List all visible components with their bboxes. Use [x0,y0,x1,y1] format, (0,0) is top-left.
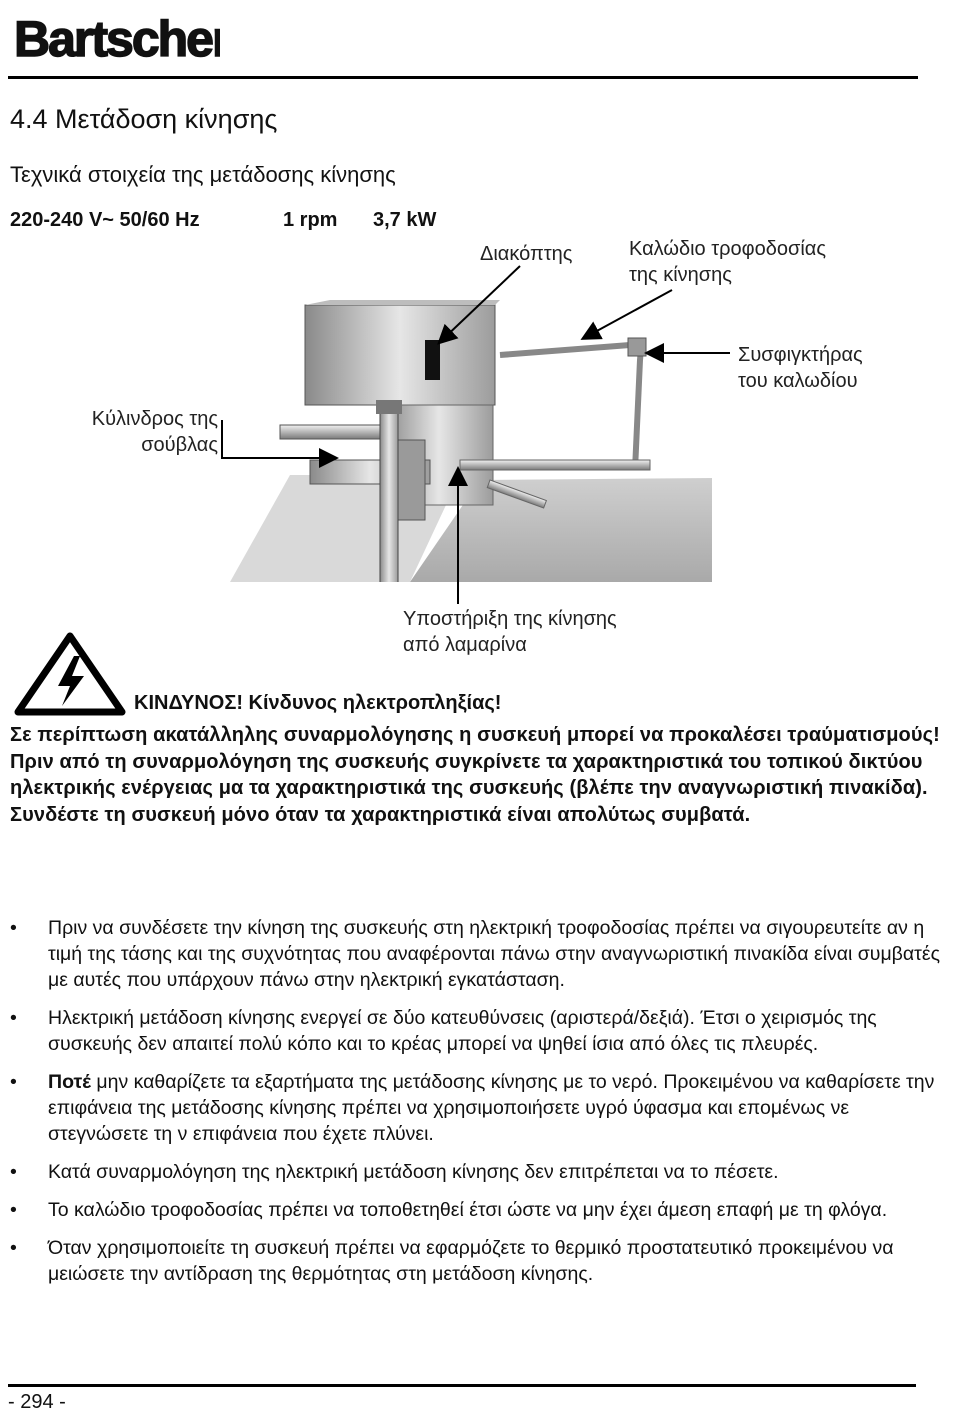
subtitle: Τεχνικά στοιχεία της μετάδοσης κίνησης [10,162,396,187]
page-number: - 294 - [8,1391,66,1413]
list-item-text: Όταν χρησιμοποιείτε τη συσκευή πρέπει να εφαρμόζετε το θερμικό προστατευτικό προκειμένου να μειώσετε την αντίδραση της θερμότητας στη μετάδοση κίνησης. [48,1237,894,1285]
warning-heading: ΚΙΝΔΥΝΟΣ! Κίνδυνος ηλεκτροπληξίας! [134,692,502,714]
brand-logo-text: Bartscher [14,11,220,66]
label-support-line2: από λαμαρίνα [403,634,527,656]
bullet-icon: • [10,1161,17,1183]
label-support-line1: Υποστήριξη της κίνησης [403,608,617,630]
label-cylinder [40,406,218,458]
electric-hazard-icon [14,632,126,716]
label-clamp-line1: Συσφιγκτήρας [738,344,863,366]
list-item-text: Κατά συναρμολόγηση της ηλεκτρική μετάδοση κίνησης δεν επιτρέπεται να το πέσετε. [48,1161,779,1183]
spec-power: 3,7 kW [373,209,437,231]
label-cable-line2: της κίνησης [629,264,732,286]
label-switch: Διακόπτης [480,243,573,265]
bullet-icon: • [10,917,17,939]
arrow-cable [584,290,672,338]
list-item-lead: Ποτέ [48,1071,91,1093]
list-item [10,1005,940,1057]
list-item-text: Πριν να συνδέσετε την κίνηση της συσκευής στη ηλεκτρική τροφοδοσίας πρέπει να σιγουρευτείτε αν η τιμή της τάσης και της συχνότητας που αναφέρονται πάνω στην αναγνωριστική πινακίδα είναι συμβατές με αυτές που υπάρχουν πάνω στην ηλεκτρική εγκατάσταση. [48,917,940,991]
bullet-icon: • [10,1071,17,1093]
bullet-icon: • [10,1199,17,1221]
section-title: 4.4 Μετάδοση κίνησης [10,104,278,134]
arrow-cylinder [222,420,335,458]
list-item [10,915,940,993]
label-clamp [738,342,863,394]
warning-body: Σε περίπτωση ακατάλληλης συναρμολόγησης η συσκευή μπορεί να προκαλέσει τραύματισμούς! Πριν από τη συναρμολόγηση της συσκευής συγκρίνετε τα χαρακτηριστικά του τοπικού δικτύου ηλεκτρικής ενέργειας μα τα χαρακτηριστικά της συσκευής (βλέπε την αναγνωριστική πινακίδα). Συνδέστε τη συσκευή μόνο όταν τα χαρακτηριστικά είναι απολύτως συμβατά. [10,724,940,826]
list-item [10,1197,940,1223]
label-cable-line1: Καλώδιο τροφοδοσίας [629,238,826,260]
label-clamp-line2: του καλωδίου [738,370,858,392]
label-cylinder-line2: σούβλας [141,434,218,456]
label-support [403,606,617,658]
bullet-icon: • [10,1237,17,1259]
label-cable [629,236,826,288]
list-item-text: Το καλώδιο τροφοδοσίας πρέπει να τοποθετηθεί έτσι ώστε να μην έχει άμεση επαφή με τη φλόγα. [48,1199,888,1221]
instruction-list [10,915,940,1299]
list-item [10,1235,940,1287]
list-item [10,1159,940,1185]
arrow-switch [440,266,520,342]
spec-speed: 1 rpm [283,209,338,231]
footer-rule [8,1384,916,1387]
bullet-icon: • [10,1007,17,1029]
list-item [10,1069,940,1147]
list-item-text: μην καθαρίζετε τα εξαρτήματα της μετάδοσης κίνησης με το νερό. Προκειμένου να καθαρίσετε την επιφάνεια της μετάδοσης κίνησης πρέπει να χρησιμοποιήσετε υγρό ύφασμα και επομένως νε στεγνώσετε τη ν επιφάνεια που έχετε πλύνει. [48,1071,935,1145]
spec-voltage: 220-240 V~ 50/60 Hz [10,209,200,231]
label-cylinder-line1: Κύλινδρος της [91,408,218,430]
list-item-text: Ηλεκτρική μετάδοση κίνησης ενεργεί σε δύο κατευθύνσεις (αριστερά/δεξιά). Έτσι ο χειρισμός της συσκευής δεν απαιτεί πολύ κόπο και το κρέας μπορεί να ψηθεί ίσια από όλες τις πλευρές. [48,1007,877,1055]
